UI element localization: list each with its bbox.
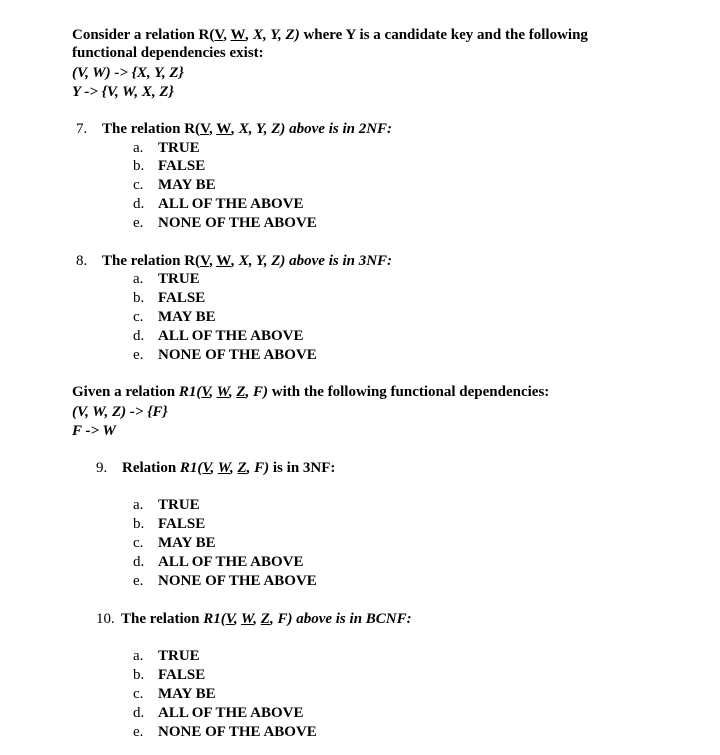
option-letter: b.: [133, 667, 145, 683]
option-text: FALSE: [158, 667, 206, 683]
separator: ,: [253, 611, 261, 627]
option-text: TRUE: [158, 271, 200, 287]
separator: ,: [233, 611, 242, 627]
option-letter: c.: [133, 686, 144, 702]
separator: ,: [208, 253, 217, 269]
attr-list: , F): [269, 611, 293, 627]
option-text: ALL OF THE ABOVE: [158, 196, 304, 212]
functional-dependency: (V, W) -> {X, Y, Z}: [72, 65, 184, 81]
option-letter: c.: [133, 309, 144, 325]
key-attr: W: [230, 27, 246, 43]
q8-option-a[interactable]: [133, 270, 200, 288]
option-text: NONE OF THE ABOVE: [158, 215, 317, 231]
attr-list: , X, Y, Z): [245, 27, 300, 43]
option-letter: b.: [133, 516, 145, 532]
relation-name: R1(: [179, 460, 203, 476]
option-letter: a.: [133, 648, 144, 664]
intro-text: Given a relation: [72, 384, 179, 400]
option-letter: a.: [133, 140, 144, 156]
key-attr: Z: [236, 384, 246, 400]
q10-option-a[interactable]: [133, 647, 200, 665]
option-text: MAY BE: [158, 177, 216, 193]
question-text: The relation R(: [102, 121, 201, 137]
relation-name: R1(: [203, 611, 226, 627]
option-text: FALSE: [158, 516, 206, 532]
q10-option-c[interactable]: [133, 685, 216, 703]
key-attr: Z: [260, 611, 270, 627]
question-text: is in 3NF:: [269, 460, 336, 476]
option-text: TRUE: [158, 140, 200, 156]
intro-relation-line-2: functional dependencies exist:: [72, 45, 264, 61]
question-text: The relation: [121, 611, 204, 627]
q7-option-c[interactable]: [133, 176, 216, 194]
question-number: 7.: [76, 121, 88, 137]
option-text: ALL OF THE ABOVE: [158, 554, 304, 570]
attr-list: , F): [246, 460, 270, 476]
key-attr: W: [216, 121, 232, 137]
key-attr: V: [201, 384, 210, 400]
option-letter: d.: [133, 554, 145, 570]
option-text: MAY BE: [158, 309, 216, 325]
q7-option-d[interactable]: [133, 195, 303, 213]
q8-option-e[interactable]: [133, 346, 317, 364]
key-attr: V: [214, 27, 224, 43]
question-text: above is in 3NF:: [285, 253, 393, 269]
q10-option-e[interactable]: [133, 723, 317, 741]
option-text: FALSE: [158, 158, 206, 174]
q7-option-b[interactable]: [133, 157, 205, 175]
option-text: MAY BE: [158, 535, 216, 551]
intro-text: where Y is a candidate key and the following: [299, 27, 588, 43]
key-attr: W: [217, 460, 230, 476]
q9-option-a[interactable]: [133, 496, 200, 514]
q8-option-b[interactable]: [133, 289, 205, 307]
key-attr: V: [225, 611, 234, 627]
separator: ,: [223, 27, 231, 43]
option-letter: e.: [133, 724, 144, 740]
intro-relation-line: [72, 26, 588, 44]
key-attr: W: [241, 611, 254, 627]
option-letter: c.: [133, 535, 144, 551]
option-text: NONE OF THE ABOVE: [158, 724, 317, 740]
question-number: 8.: [76, 253, 88, 269]
option-letter: b.: [133, 158, 145, 174]
q9-option-b[interactable]: [133, 515, 205, 533]
attr-list: , X, Y, Z): [231, 253, 286, 269]
option-letter: a.: [133, 497, 144, 513]
question-7: [76, 120, 392, 138]
q7-option-e[interactable]: [133, 214, 317, 232]
question-text: Relation: [122, 460, 180, 476]
option-text: TRUE: [158, 497, 200, 513]
intro-text: Consider a relation R(: [72, 27, 215, 43]
option-letter: e.: [133, 347, 144, 363]
option-text: NONE OF THE ABOVE: [158, 347, 317, 363]
separator: ,: [210, 460, 218, 476]
option-text: NONE OF THE ABOVE: [158, 573, 317, 589]
q9-option-e[interactable]: [133, 572, 317, 590]
q7-option-a[interactable]: [133, 139, 200, 157]
option-letter: d.: [133, 328, 145, 344]
functional-dependency: (V, W, Z) -> {F}: [72, 404, 168, 420]
separator: ,: [229, 460, 238, 476]
key-attr: W: [216, 253, 232, 269]
option-text: MAY BE: [158, 686, 216, 702]
relation-name: R1(: [178, 384, 202, 400]
option-text: ALL OF THE ABOVE: [158, 705, 304, 721]
attr-list: , X, Y, Z): [231, 121, 286, 137]
option-letter: d.: [133, 705, 145, 721]
q10-option-b[interactable]: [133, 666, 205, 684]
functional-dependency: F -> W: [72, 423, 116, 439]
intro-text: with the following functional dependencies:: [268, 384, 550, 400]
q9-option-c[interactable]: [133, 534, 216, 552]
separator: ,: [228, 384, 237, 400]
option-letter: e.: [133, 215, 144, 231]
question-text: The relation R(: [102, 253, 201, 269]
attr-list: , F): [245, 384, 269, 400]
key-attr: V: [200, 253, 209, 269]
option-letter: a.: [133, 271, 144, 287]
q8-option-d[interactable]: [133, 327, 303, 345]
question-number: 10.: [96, 611, 115, 627]
question-text: above is in BCNF:: [292, 611, 412, 627]
q10-option-d[interactable]: [133, 704, 303, 722]
option-letter: c.: [133, 177, 144, 193]
question-10: [96, 610, 412, 628]
option-text: TRUE: [158, 648, 200, 664]
key-attr: W: [216, 384, 229, 400]
option-letter: d.: [133, 196, 145, 212]
option-text: ALL OF THE ABOVE: [158, 328, 304, 344]
functional-dependency: Y -> {V, W, X, Z}: [72, 84, 174, 100]
question-8: [76, 252, 392, 270]
key-attr: Z: [237, 460, 247, 476]
separator: ,: [208, 121, 217, 137]
q8-option-c[interactable]: [133, 308, 216, 326]
question-9: [96, 459, 335, 477]
question-number: 9.: [96, 460, 108, 476]
option-text: FALSE: [158, 290, 206, 306]
separator: ,: [209, 384, 217, 400]
q9-option-d[interactable]: [133, 553, 303, 571]
intro-relation-r1-line: [72, 383, 549, 401]
option-letter: b.: [133, 290, 145, 306]
key-attr: V: [200, 121, 209, 137]
key-attr: V: [202, 460, 211, 476]
question-text: above is in 2NF:: [285, 121, 393, 137]
option-letter: e.: [133, 573, 144, 589]
